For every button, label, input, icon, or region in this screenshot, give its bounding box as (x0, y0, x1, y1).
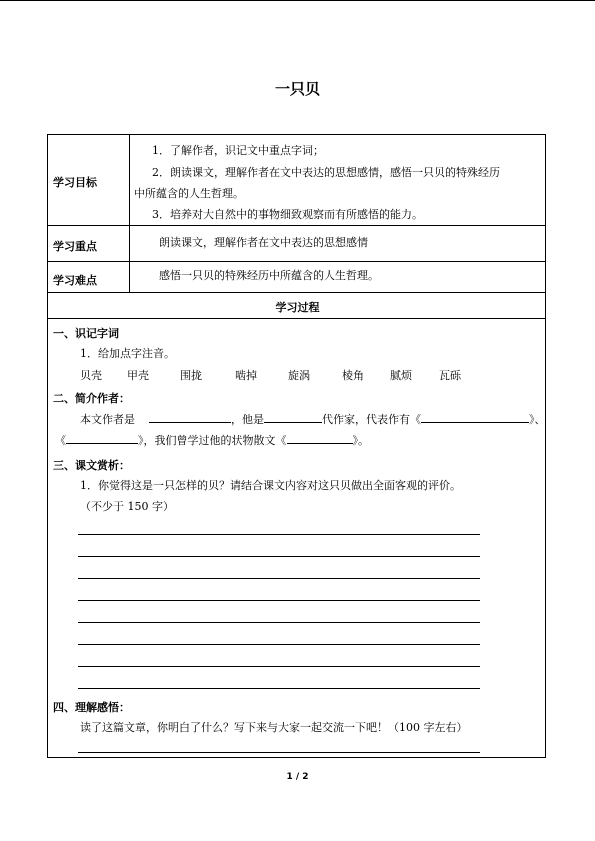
section-4-heading: 四、理解感悟： (53, 701, 130, 714)
era-blank[interactable] (264, 411, 322, 423)
author-text: 代作家，代表作有《 (322, 413, 421, 426)
works-blank[interactable] (421, 411, 529, 423)
word-item: 腻烦 (390, 369, 412, 382)
word-item: 棱角 (342, 369, 364, 382)
section-4-prompt: 读了这篇文章，你明白了什么？写下来与大家一起交流一下吧！（100 字左右） (80, 721, 468, 734)
section-2-heading: 二、简介作者： (53, 392, 130, 405)
author-line-1 (80, 411, 546, 427)
row-divider (47, 292, 546, 293)
author-line-2 (55, 432, 369, 448)
answer-line[interactable] (78, 752, 480, 753)
process-header: 学习过程 (275, 301, 320, 314)
goal-item: 1．了解作者，识记文中重点字词； (152, 144, 324, 157)
word-item: 围拢 (180, 369, 202, 382)
word-item: 甲壳 (127, 369, 149, 382)
essay-blank[interactable] (287, 432, 353, 444)
row-divider (47, 318, 546, 319)
answer-line[interactable] (78, 578, 480, 579)
answer-line[interactable] (78, 534, 480, 535)
goal-item: 3．培养对大自然中的事物细致观察而有所感悟的能力。 (152, 208, 423, 221)
goal-item: 2．朗读课文，理解作者在文中表达的思想感情，感悟一只贝的特殊经历 (152, 166, 500, 179)
author-text: 》，我们曾学过他的状物散文《 (138, 434, 287, 447)
works-blank-2[interactable] (66, 432, 138, 444)
key-point-text: 朗读课文，理解作者在文中表达的思想感情 (159, 236, 368, 249)
word-item: 贝壳 (80, 369, 102, 382)
answer-line[interactable] (78, 600, 480, 601)
author-name-blank[interactable] (149, 411, 231, 423)
word-item: 瓦砾 (439, 369, 461, 382)
answer-line[interactable] (78, 666, 480, 667)
author-text: ，他是 (231, 413, 264, 426)
goal-item: 中所蕴含的人生哲理。 (134, 187, 244, 200)
section-3-question: 1．你觉得这是一只怎样的贝？请结合课文内容对这只贝做出全面客观的评价。 (80, 479, 461, 492)
difficulty-text: 感悟一只贝的特殊经历中所蕴含的人生哲理。 (159, 269, 379, 282)
word-item: 旋涡 (288, 369, 310, 382)
author-text: 《 (55, 434, 66, 447)
page-title: 一只贝 (274, 80, 320, 98)
author-text: 》。 (352, 434, 369, 447)
answer-line[interactable] (78, 556, 480, 557)
section-3-requirement: （不少于 150 字） (80, 500, 174, 513)
goals-label: 学习目标 (53, 176, 97, 189)
page-number: 1 / 2 (286, 772, 309, 782)
top-rule (0, 0, 595, 1)
section-1-heading: 一、识记字词 (53, 327, 119, 340)
difficulty-label: 学习难点 (53, 274, 97, 287)
answer-line[interactable] (78, 644, 480, 645)
answer-line[interactable] (78, 688, 480, 689)
section-3-heading: 三、课文赏析： (53, 459, 130, 472)
row-divider (47, 225, 546, 226)
section-1-instruction: 1．给加点字注音。 (80, 347, 175, 360)
row-divider (47, 261, 546, 262)
author-text: 》、 (529, 413, 546, 426)
answer-line[interactable] (78, 622, 480, 623)
author-text: 本文作者是 (80, 413, 135, 426)
key-point-label: 学习重点 (53, 240, 97, 253)
word-item: 啮掉 (235, 369, 257, 382)
word-list (0, 368, 595, 383)
column-divider (129, 134, 130, 292)
